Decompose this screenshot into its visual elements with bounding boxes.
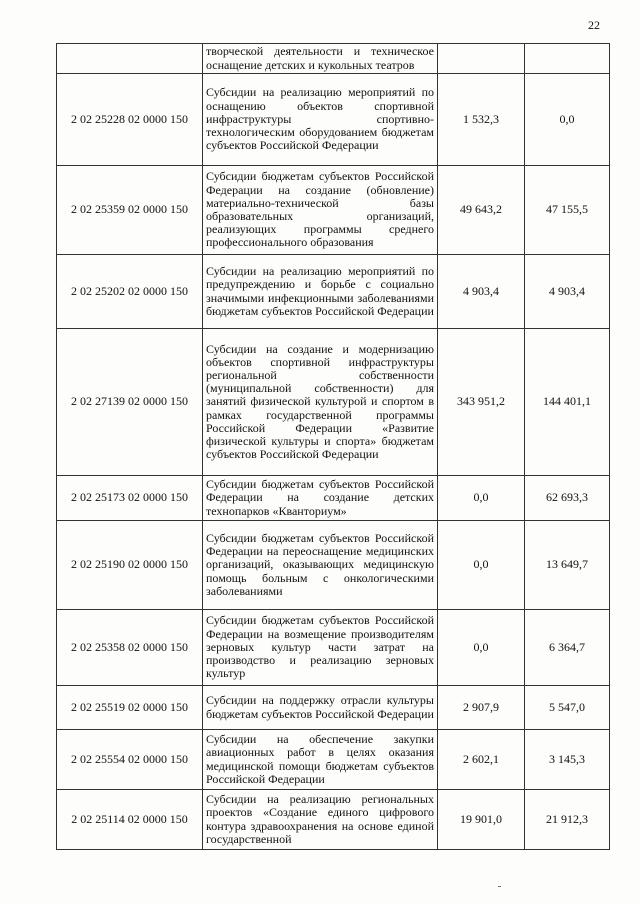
- value-2020-cell: 62 693,3: [525, 476, 610, 521]
- table-row: [57, 329, 610, 476]
- value-2019-cell: 19 901,0: [438, 790, 525, 850]
- description-cell: Субсидии на обеспечение закупки авиационных работ в целях оказания медицинской помощи бюджетам субъектов Российской Федерации: [203, 730, 438, 790]
- value-2019-cell: 0,0: [438, 476, 525, 521]
- page-number: 22: [588, 18, 600, 32]
- budget-revenue-table: [56, 43, 610, 850]
- description-cell: Субсидии бюджетам субъектов Российской Федерации на возмещение производителям зерновых культур части затрат на производство и реализацию зерновых культур: [203, 610, 438, 686]
- value-2020-cell: 13 649,7: [525, 521, 610, 610]
- value-2020-cell: 21 912,3: [525, 790, 610, 850]
- description-cell: Субсидии бюджетам субъектов Российской Федерации на создание детских технопарков «Кванториум»: [203, 476, 438, 521]
- description-cell: Субсидии на реализацию мероприятий по оснащению объектов спортивной инфраструктуры спортивно-технологическим оборудованием бюджетам субъектов Российской Федерации: [203, 74, 438, 166]
- description-cell: Субсидии на поддержку отрасли культуры бюджетам субъектов Российской Федерации: [203, 686, 438, 730]
- description-cell: Субсидии бюджетам субъектов Российской Федерации на переоснащение медицинских организаций, оказывающих медицинскую помощь больным с онкологическими заболеваниями: [203, 521, 438, 610]
- value-2020-cell: 4 903,4: [525, 255, 610, 329]
- value-2019-cell: 2 907,9: [438, 686, 525, 730]
- table-row: [57, 610, 610, 686]
- value-2020-cell: 5 547,0: [525, 686, 610, 730]
- value-2019-cell: 0,0: [438, 521, 525, 610]
- table-row: [57, 521, 610, 610]
- value-2019-cell: 343 951,2: [438, 329, 525, 476]
- budget-code-cell: 2 02 25228 02 0000 150: [57, 74, 203, 166]
- budget-code-cell: [57, 44, 203, 74]
- value-2020-cell: 6 364,7: [525, 610, 610, 686]
- value-2019-cell: 4 903,4: [438, 255, 525, 329]
- budget-code-cell: 2 02 25114 02 0000 150: [57, 790, 203, 850]
- value-2019-cell: 49 643,2: [438, 166, 525, 255]
- table-row: [57, 166, 610, 255]
- budget-code-cell: 2 02 25173 02 0000 150: [57, 476, 203, 521]
- value-2019-cell: [438, 44, 525, 74]
- budget-code-cell: 2 02 25358 02 0000 150: [57, 610, 203, 686]
- description-cell: творческой деятельности и техническое оснащение детских и кукольных театров: [203, 44, 438, 74]
- budget-code-cell: 2 02 25554 02 0000 150: [57, 730, 203, 790]
- value-2019-cell: 2 602,1: [438, 730, 525, 790]
- table-row: [57, 74, 610, 166]
- budget-code-cell: 2 02 25359 02 0000 150: [57, 166, 203, 255]
- value-2020-cell: 3 145,3: [525, 730, 610, 790]
- budget-code-cell: 2 02 25519 02 0000 150: [57, 686, 203, 730]
- table-row: [57, 730, 610, 790]
- description-cell: Субсидии на создание и модернизацию объектов спортивной инфраструктуры региональной собственности (муниципальной собственности) для занятий физической культурой и спортом в рамках государственной программы Российской Федерации «Развитие физической культуры и спорта» бюджетам субъектов Российской Федерации: [203, 329, 438, 476]
- budget-code-cell: 2 02 25202 02 0000 150: [57, 255, 203, 329]
- budget-code-cell: 2 02 27139 02 0000 150: [57, 329, 203, 476]
- table-row: [57, 686, 610, 730]
- description-cell: Субсидии бюджетам субъектов Российской Федерации на создание (обновление) материально-технической базы образовательных организаций, реализующих программы среднего профессионального образования: [203, 166, 438, 255]
- value-2020-cell: 0,0: [525, 74, 610, 166]
- table-row: [57, 790, 610, 850]
- value-2020-cell: 144 401,1: [525, 329, 610, 476]
- description-cell: Субсидии на реализацию региональных проектов «Создание единого цифрового контура здравоохранения на основе единой государственной: [203, 790, 438, 850]
- scan-mark: [498, 886, 501, 887]
- table-row: [57, 255, 610, 329]
- value-2019-cell: 1 532,3: [438, 74, 525, 166]
- budget-code-cell: 2 02 25190 02 0000 150: [57, 521, 203, 610]
- table-row: [57, 476, 610, 521]
- value-2020-cell: 47 155,5: [525, 166, 610, 255]
- table-row: [57, 44, 610, 74]
- description-cell: Субсидии на реализацию мероприятий по предупреждению и борьбе с социально значимыми инфекционными заболеваниями бюджетам субъектов Российской Федерации: [203, 255, 438, 329]
- value-2019-cell: 0,0: [438, 610, 525, 686]
- value-2020-cell: [525, 44, 610, 74]
